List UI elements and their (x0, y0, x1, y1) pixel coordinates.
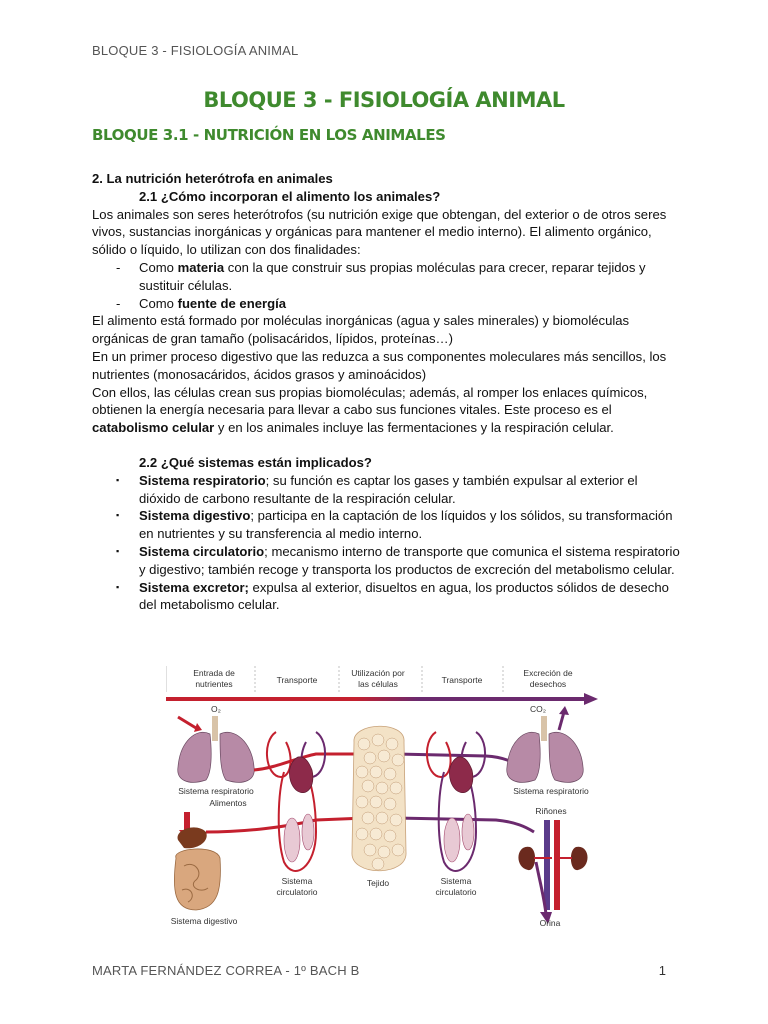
label-tejido: Tejido (366, 878, 390, 888)
digestive-system-icon (174, 812, 220, 910)
paragraph: El alimento está formado por moléculas inorgánicas (agua y sales minerales) y biomoléculas orgánicas de gran tamaño (polisacáridos, lípidos, proteínas…) (92, 313, 630, 347)
label-circ-right: Sistema circulatorio (435, 876, 477, 897)
stage-entrada: Entrada de nutrientes (193, 668, 235, 689)
circulatory-right-icon (427, 732, 485, 871)
page-number: 1 (658, 963, 666, 978)
paragraph: En un primer proceso digestivo que las reduzca a sus componentes moleculares más sencillos, los nutrientes (monosacáridos, ácidos grasos y aminoácidos) (92, 348, 667, 382)
list-item: ▪ Sistema excretor; expulsa al exterior, disueltos en agua, los productos sólidos de desecho del metabolismo celular. (92, 579, 682, 615)
label-orina: Orina (539, 918, 561, 928)
label-digestivo: Sistema digestivo (170, 916, 238, 926)
label-resp-right: Sistema respiratorio (513, 786, 589, 796)
section-subtitle: BLOQUE 3.1 - NUTRICIÓN EN LOS ANIMALES (92, 126, 446, 144)
flow-arrow-shaft (166, 697, 586, 701)
flow-arrow-head (584, 693, 598, 705)
paragraph-intro: Los animales son seres heterótrofos (su nutrición exige que obtengan, del exterior o de otros seres vivos, sustancias inorgánicas y orgánicas para mantener el medio interno). El alimento orgánico, sólido o líquido, lo utilizan con dos finalidades: (92, 206, 667, 258)
purpose-list (92, 259, 682, 312)
tissue-icon (352, 726, 406, 871)
stage-utilizacion: Utilización por las células (351, 668, 405, 689)
svg-text:CO₂: CO₂ (529, 704, 547, 714)
main-content (92, 170, 682, 614)
stage-transporte-1: Transporte (276, 675, 318, 685)
list-item: ▪ Sistema digestivo; participa en la captación de los líquidos y los sólidos, su transformación en nutrientes y su transferencia al medio interno. (92, 507, 682, 543)
label-rinones: Riñones (535, 806, 567, 816)
stage-headers (166, 666, 573, 692)
label-alimentos: Alimentos (209, 798, 247, 808)
page-header: BLOQUE 3 - FISIOLOGÍA ANIMAL (92, 43, 299, 58)
systems-list (92, 472, 682, 614)
section-heading: 2. La nutrición heterótrofa en animales (92, 171, 333, 186)
footer-author: MARTA FERNÁNDEZ CORREA - 1º BACH B (92, 963, 360, 978)
stage-excrecion: Excreción de desechos (523, 668, 573, 689)
svg-text:O₂: O₂ (211, 704, 221, 714)
list-item: - Como fuente de energía (92, 295, 682, 313)
list-item: ▪ Sistema circulatorio; mecanismo interno de transporte que comunica el sistema respiratorio y digestivo; también recoge y transporta los productos de excreción del metabolismo celular. (92, 543, 682, 579)
lungs-left-icon (178, 704, 254, 782)
paragraph: Con ellos, las células crean sus propias biomoléculas; además, al romper los enlaces químicos, obtienen la energía necesaria para llevar a cabo sus funciones vitales. Este proceso es el catabolismo celular y en los animales incluye las fermentaciones y la respiración celular. (92, 384, 648, 436)
label-circ-left: Sistema circulatorio (276, 876, 318, 897)
list-item: ▪ Sistema respiratorio; su función es captar los gases y también expulsar al exterior el dióxido de carbono resultante de la respiración celular. (92, 472, 682, 508)
page-title: BLOQUE 3 - FISIOLOGÍA ANIMAL (203, 88, 565, 112)
subsection-heading-2-2: 2.2 ¿Qué sistemas están implicados? (139, 454, 372, 470)
kidneys-icon (518, 820, 587, 924)
nutrition-systems-diagram (166, 662, 602, 932)
label-resp-left: Sistema respiratorio (178, 786, 254, 796)
lungs-right-icon (507, 704, 583, 782)
stage-transporte-2: Transporte (441, 675, 483, 685)
subsection-heading-2-1: 2.1 ¿Cómo incorporan el alimento los animales? (139, 188, 441, 204)
list-item: - Como materia con la que construir sus propias moléculas para crecer, reparar tejidos y sustituir células. (92, 259, 682, 295)
